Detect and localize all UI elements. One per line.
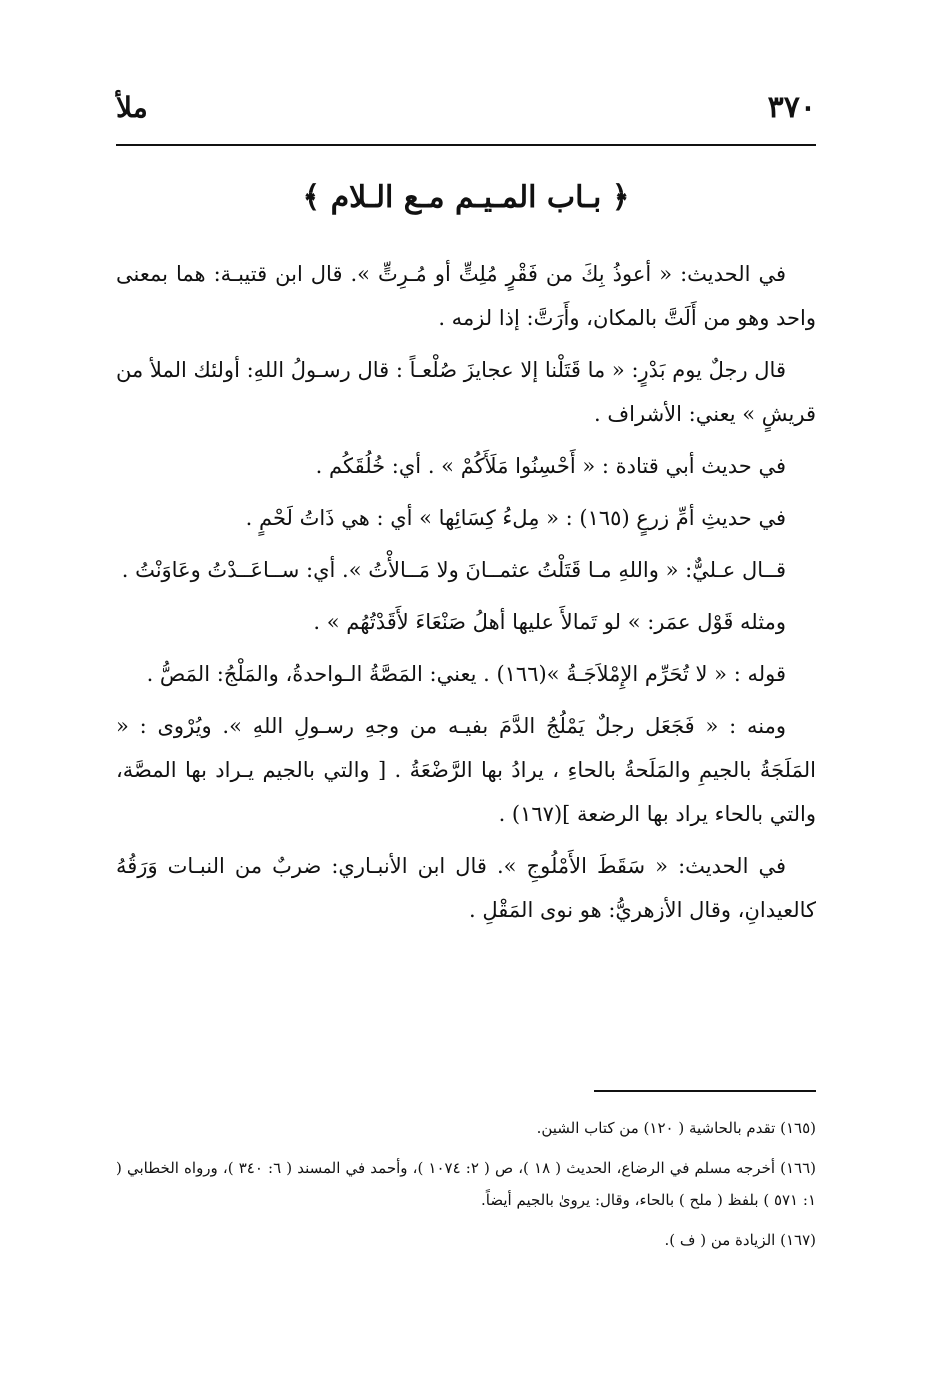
body-text bbox=[116, 252, 816, 940]
paragraph: في الحديث: « سَقَطَ الأَمْلُوجِ ». قال ابن الأنبـاري: ضربٌ من النبـات وَرَقُهُ كالعيدانِ، وقال الأزهريُّ: هو نوى المَقْلِ . bbox=[116, 854, 816, 922]
paragraph: قوله : « لا تُحَرِّم الإِمْلاَجَـةُ »(١٦٦) . يعني: المَصَّةُ الـواحدةُ، والمَلْجُ: المَصُّ . bbox=[146, 662, 786, 686]
chapter-title: ﴿ بـاب المـيـم مـع الـلام ﴾ bbox=[302, 180, 630, 215]
header-divider bbox=[116, 144, 816, 146]
footnote: (١٦٦) أخرجه مسلم في الرضاع، الحديث ( ١٨ )، ص ( ٢: ١٠٧٤ )، وأحمد في المسند ( ٦: ٣٤٠ )، ورواه الخطابي ( ١: ٥٧١ ) بلفظ ( ملح ) بالحاء، وقال: يروىٰ بالجيم أيضاً. bbox=[116, 1159, 817, 1209]
footnote-divider bbox=[594, 1090, 816, 1092]
paragraph: في حديث أبي قتادة : « أَحْسِنُوا مَلَأَكُمْ » . أي: خُلُقَكُم . bbox=[315, 454, 786, 478]
footnote: (١٦٥) تقدم بالحاشية ( ١٢٠) من كتاب الشين. bbox=[536, 1119, 816, 1137]
page-number: ٣٧٠ bbox=[767, 90, 816, 125]
paragraph: قال رجلٌ يوم بَدْرٍ: « ما قَتَلْنا إلا عجايزَ صُلْعـاً : قال رسـولُ اللهِ: أولئك الملأ من قريشٍ » يعني: الأشراف . bbox=[116, 358, 816, 426]
footnotes bbox=[116, 1112, 816, 1264]
paragraph: في الحديث: « أعوذُ بِكَ من فَقْرٍ مُلِتٍّ أو مُـرِتٍّ ». قال ابن قتيبـة: هما بمعنى واحد وهو من أَلَتَّ بالمكان، وأَرَتَّ: إذا لزمه . bbox=[116, 262, 816, 330]
paragraph: ومثله قَوْل عمَر: » لو تَمالأَ عليها أهلُ صَنْعَاءَ لأَقَدْتُهُم » . bbox=[313, 610, 786, 634]
paragraph: ومنه : « فَجَعَل رجلٌ يَمْلُجُ الدَّمَ بفيـه من وجهِ رسـولِ اللهِ ». ويُرْوى : « المَلَجَةُ بالجيمِ والمَلَحةُ بالحاءِ ، يرادُ بها الرَّضْعَةُ . [ والتي بالجيم يـراد بها المصَّة، والتي بالحاء يراد بها الرضعة ](١٦٧) . bbox=[116, 714, 816, 826]
paragraph: في حديثِ أمِّ زرعٍ (١٦٥) : « مِلءُ كِسَائِها » أي : هي ذَاتُ لَحْمٍ . bbox=[245, 506, 786, 530]
running-head-word: ملأ bbox=[116, 91, 148, 124]
running-head bbox=[116, 88, 816, 134]
paragraph: قــال عـليٌّ: « واللهِ مـا قَتَلْتُ عثمــانَ ولا مَــالأْتُ ». أي: ســاعَــدْتُ وعَاوَنْتُ . bbox=[121, 558, 786, 582]
footnote: (١٦٧) الزيادة من ( ف ). bbox=[664, 1231, 816, 1249]
